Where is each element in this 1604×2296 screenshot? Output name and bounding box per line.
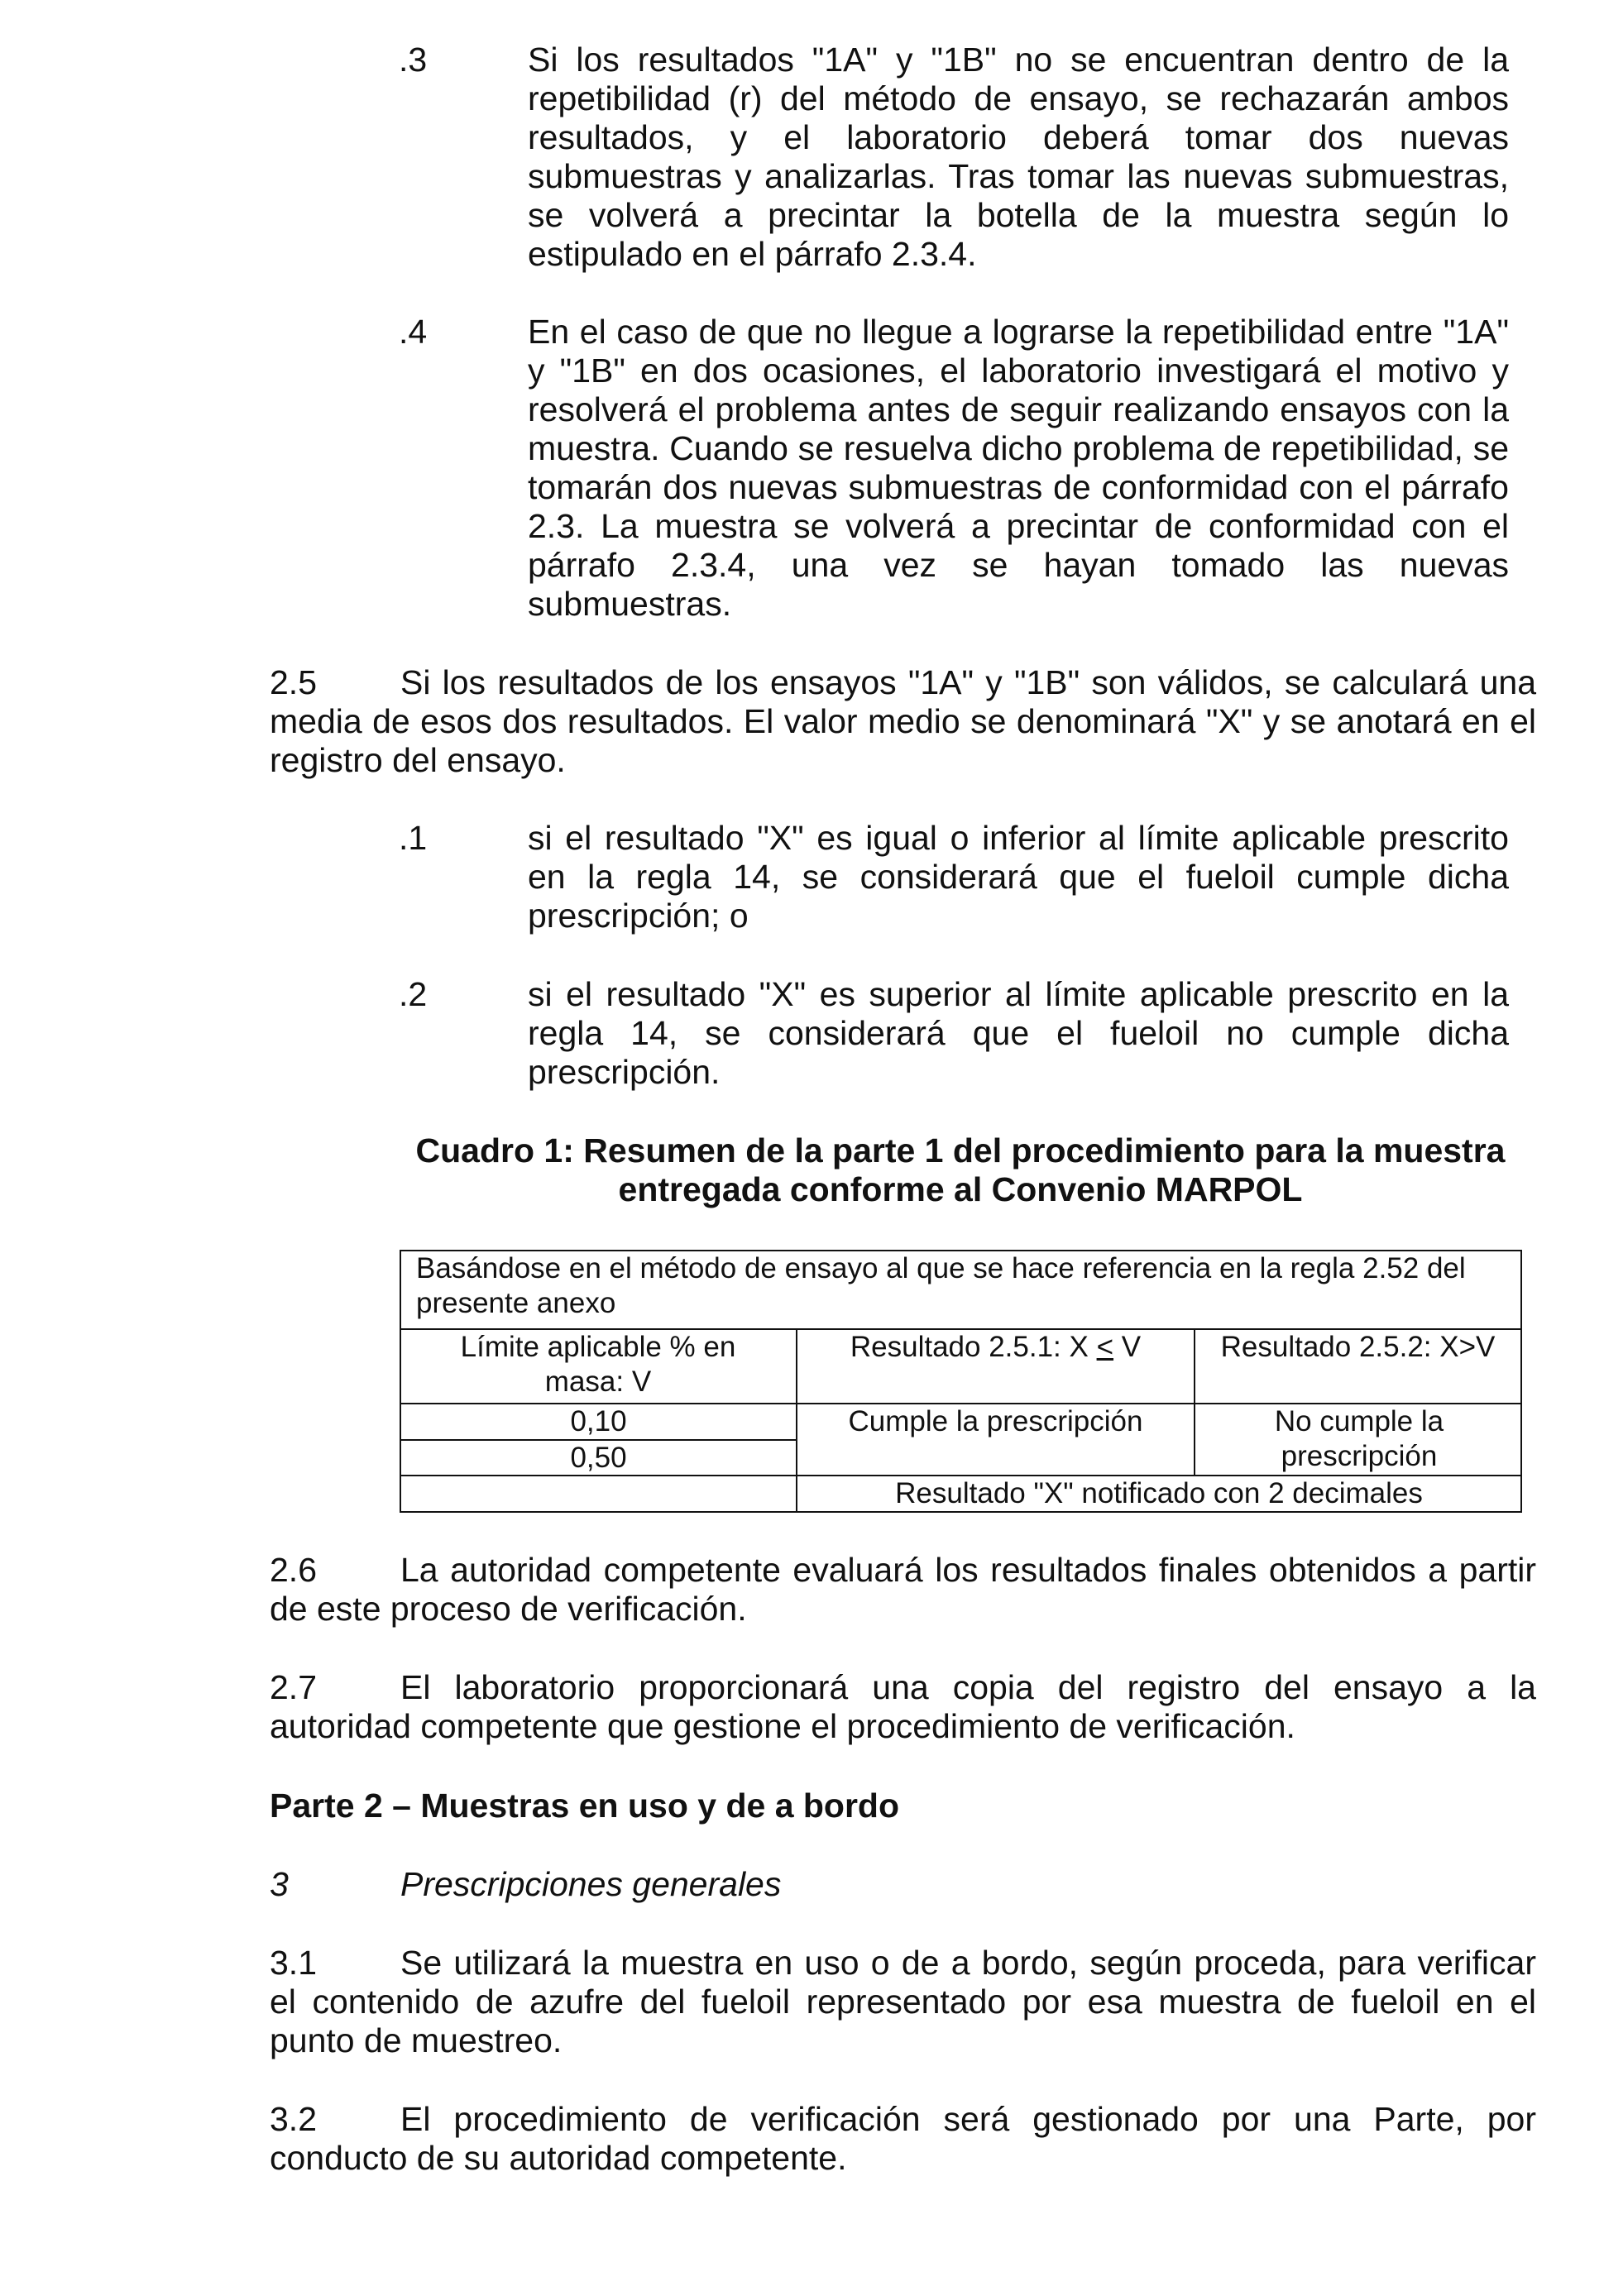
list-item	[399, 313, 1522, 624]
paragraph-text: El procedimiento de verificación será gestionado por una Parte, por conducto de su autoridad competente.	[270, 2100, 1536, 2177]
paragraph-2-5	[270, 663, 1536, 780]
col-header-result-2-5-1: Resultado 2.5.1: X < V	[850, 1331, 1142, 1363]
item-number: .1	[399, 819, 428, 857]
summary-table	[400, 1250, 1522, 1513]
paragraph-2-6	[270, 1551, 1536, 1629]
paragraph-3-2	[270, 2100, 1536, 2178]
item-text: Si los resultados "1A" y "1B" no se encuentran dentro de la repetibilidad (r) del método de ensayo, se rechazarán ambos resultados, y el laboratorio deberá tomar dos nuevas submuestras y analizarlas. Tras tomar las nuevas submuestras, se volverá a precintar la botella de la muestra según lo estipulado en el párrafo 2.3.4.	[528, 41, 1509, 273]
list-item	[399, 819, 1522, 935]
paragraph-number: 2.7	[270, 1668, 317, 1706]
not-complies-cell: No cumple la prescripción	[1274, 1405, 1444, 1472]
item-number: .4	[399, 313, 428, 351]
paragraph-text: Si los resultados de los ensayos "1A" y "1B" son válidos, se calculará una media de esos dos resultados. El valor medio se denominará "X" y se anotará en el registro del ensayo.	[270, 663, 1536, 779]
part-2-heading: Parte 2 – Muestras en uso y de a bordo	[270, 1787, 900, 1825]
item-number: .2	[399, 975, 428, 1013]
paragraph-number: 3.2	[270, 2100, 317, 2138]
list-item	[399, 41, 1522, 274]
col-header-result-2-5-2: Resultado 2.5.2: X>V	[1220, 1331, 1496, 1363]
table-caption-line1: Cuadro 1: Resumen de la parte 1 del procedimiento para la muestra	[415, 1131, 1506, 1170]
paragraph-text: La autoridad competente evaluará los resultados finales obtenidos a partir de este proceso de verificación.	[270, 1551, 1536, 1628]
paragraph-number: 2.5	[270, 663, 317, 701]
limit-value: 0,10	[570, 1405, 627, 1437]
paragraph-number: 3.1	[270, 1944, 317, 1982]
table-header: Basándose en el método de ensayo al que se hace referencia en la regla 2.52 del presente anexo	[416, 1252, 1466, 1319]
paragraph-text: El laboratorio proporcionará una copia del registro del ensayo a la autoridad competente que gestione el procedimiento de verificación.	[270, 1668, 1536, 1745]
item-text: si el resultado "X" es superior al límite aplicable prescrito en la regla 14, se considerará que el fueloil no cumple dicha prescripción.	[528, 975, 1509, 1091]
section-number: 3	[270, 1865, 289, 1903]
list-item	[399, 975, 1522, 1092]
section-title: Prescripciones generales	[400, 1865, 782, 1903]
complies-cell: Cumple la prescripción	[848, 1405, 1143, 1437]
table-caption	[399, 1131, 1522, 1209]
paragraph-text: Se utilizará la muestra en uso o de a bordo, según proceda, para verificar el contenido de azufre del fueloil representado por esa muestra de fueloil en el punto de muestreo.	[270, 1944, 1536, 2059]
col-header-limit: Límite aplicable % en masa: V	[460, 1331, 736, 1398]
item-text: si el resultado "X" es igual o inferior al límite aplicable prescrito en la regla 14, se considerará que el fueloil cumple dicha prescripción; o	[528, 819, 1509, 935]
paragraph-number: 2.6	[270, 1551, 317, 1589]
table-caption-line2: entregada conforme al Convenio MARPOL	[618, 1170, 1303, 1208]
item-number: .3	[399, 41, 428, 79]
paragraph-3-1	[270, 1944, 1536, 2060]
paragraph-2-7	[270, 1668, 1536, 1746]
item-text: En el caso de que no llegue a lograrse la repetibilidad entre "1A" y "1B" en dos ocasiones, el laboratorio investigará el motivo y resolverá el problema antes de seguir realizando ensayos con la muestra. Cuando se resuelva dicho problema de repetibilidad, se tomarán dos nuevas submuestras de conformidad con el párrafo 2.3. La muestra se volverá a precintar de conformidad con el párrafo 2.3.4, una vez se hayan tomado las nuevas submuestras.	[528, 313, 1509, 623]
table-footer: Resultado "X" notificado con 2 decimales	[895, 1477, 1423, 1509]
limit-value: 0,50	[570, 1442, 627, 1474]
